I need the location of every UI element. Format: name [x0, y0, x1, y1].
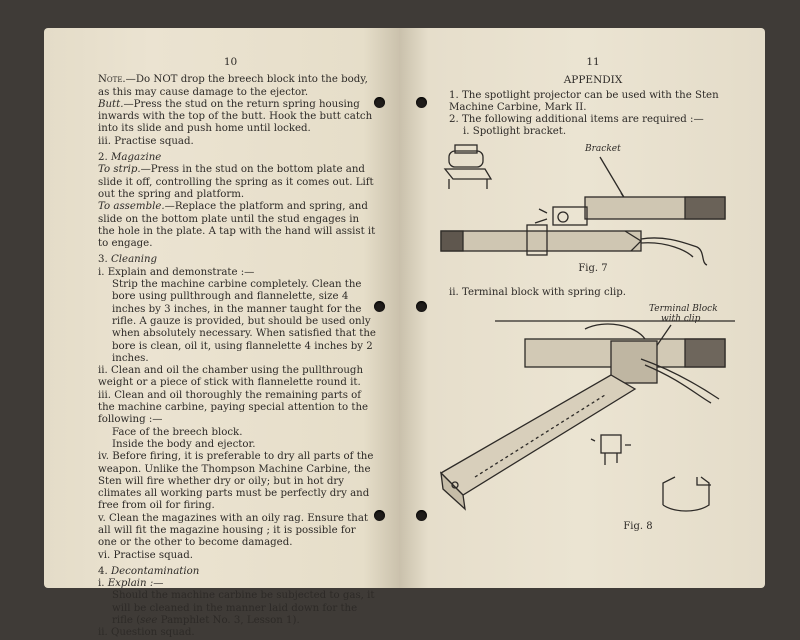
fig7-bracket-label: Bracket: [585, 143, 621, 154]
decon-item-ii: ii. Question squad.: [98, 627, 195, 639]
appendix-item-ii: ii. Terminal block with spring clip.: [449, 286, 627, 298]
decon-item-i: [84, 578, 377, 590]
assemble-paragraph: [84, 201, 377, 250]
cleaning-item-iv: iv. Before firing, it is preferable to dry all parts of the weapon. Unlike the Thompson Machine Carbine, the Sten will fire whether dry or oily; but in hot dry climates all working parts must be perfectly dry and free from oil for firing.: [98, 451, 374, 512]
assemble-text: —Replace the platform and spring, and slide on the bottom plate until the stud engages in the hole in the plate. A tap with the hand will assist it to engage.: [98, 201, 376, 250]
decon-body-see: see: [140, 615, 158, 627]
fig8-label-line1: Terminal Block: [649, 304, 718, 315]
decon-body-b: Pamphlet No. 3, Lesson 1).: [157, 615, 300, 627]
section-2-heading: [84, 152, 377, 164]
right-page: [399, 28, 765, 588]
section-3-heading: [84, 254, 377, 266]
binding-hole: [416, 301, 427, 312]
decon-item-i-label: Explain :—: [107, 578, 164, 590]
section-4-number: 4.: [98, 565, 108, 577]
butt-text: —Press the stud on the return spring housing inwards with the top of the butt. Hook the butt catch into its slide and push home until locked.: [98, 98, 373, 135]
cleaning-item-v: v. Clean the magazines with an oily rag. Ensure that all will fit the magazine housing ; it is possible for one or the other to become damaged.: [98, 512, 368, 549]
note-label: Note.: [98, 74, 126, 86]
section-2-title: Magazine: [110, 152, 162, 164]
butt-paragraph: [84, 99, 377, 136]
note-paragraph: [84, 74, 377, 99]
left-page: [44, 28, 399, 639]
section-4-heading: [84, 566, 377, 578]
decon-item-i-body: [84, 590, 377, 627]
cleaning-item-iii-a: Face of the breech block.: [112, 426, 243, 438]
fig7-caption: Fig. 7: [578, 262, 608, 274]
binding-hole: [374, 301, 385, 312]
assemble-label: To assemble.: [98, 201, 165, 213]
note-text: —Do NOT drop the breech block into the body, as this may cause damage to the ejector.: [98, 74, 368, 98]
figure-8: [435, 299, 751, 539]
appendix-para-2: 2. The following additional items are required :—: [449, 114, 704, 126]
fig7-illustration: [435, 139, 735, 269]
binding-hole: [374, 510, 385, 521]
page-number-right: 11: [586, 56, 600, 68]
decon-body-a: Should the machine carbine be subjected to gas, it will be cleaned in the manner laid down for the rifle (: [112, 590, 375, 627]
fig8-label-line2: with clip: [661, 314, 701, 325]
cleaning-item-iii-b: Inside the body and ejector.: [112, 438, 256, 450]
section-3-title: Cleaning: [110, 254, 158, 266]
appendix-para-1: 1. The spotlight projector can be used with the Sten Machine Carbine, Mark II.: [449, 89, 719, 113]
cleaning-item-ii: ii. Clean and oil the chamber using the pullthrough weight or a piece of stick with flannelette round it.: [98, 365, 364, 389]
section-3-number: 3.: [98, 254, 108, 266]
strip-paragraph: [84, 164, 377, 201]
binding-hole: [416, 97, 427, 108]
binding-hole: [374, 97, 385, 108]
page-number-left: 10: [223, 56, 238, 68]
cleaning-item-iii: iii. Clean and oil thoroughly the remaining parts of the machine carbine, paying special attention to the following :—: [98, 389, 369, 426]
section-4-title: Decontamination: [110, 565, 200, 577]
strip-text: —Press in the stud on the bottom plate and slide it off, controlling the spring as it comes out. Lift out the spring and platform.: [98, 164, 374, 200]
cleaning-item-i: i. Explain and demonstrate :—: [98, 266, 255, 278]
appendix-item-i: i. Spotlight bracket.: [463, 126, 567, 138]
binding-hole: [416, 510, 427, 521]
open-booklet: [40, 28, 765, 639]
cleaning-item-i-body: Strip the machine carbine completely. Clean the bore using pullthrough and flannelette, size 4 inches by 3 inches, in the manner taught for the rifle. A gauze is provided, but should be used only when absolutely necessary. When satisfied that the bore is clean, oil it, using flannelette 4 inches by 2 inches.: [112, 279, 376, 364]
cleaning-item-vi: vi. Practise squad.: [98, 549, 193, 561]
fig8-illustration: [435, 299, 745, 521]
decon-item-i-number: i.: [98, 578, 105, 590]
strip-label: To strip.: [98, 164, 141, 176]
figure-7: [435, 139, 751, 281]
appendix-heading: APPENDIX: [563, 74, 623, 87]
butt-label: Butt.: [98, 98, 124, 110]
item-iii-practise: iii. Practise squad.: [98, 135, 194, 147]
section-2-number: 2.: [98, 152, 108, 164]
fig8-caption: Fig. 8: [623, 521, 653, 533]
